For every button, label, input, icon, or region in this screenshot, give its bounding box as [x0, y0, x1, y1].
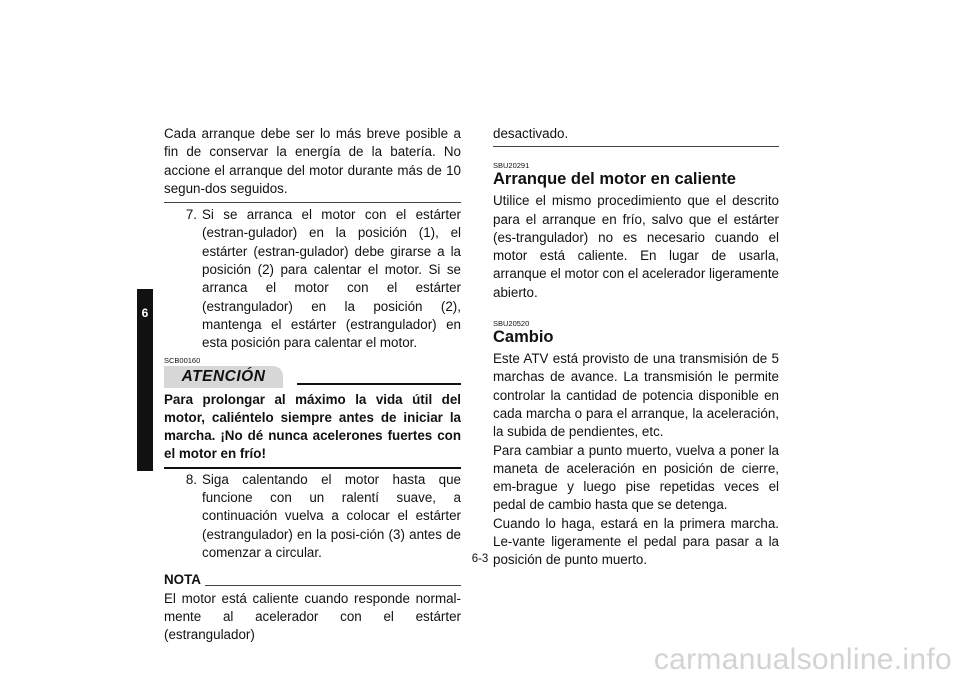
nota-header: [164, 571, 461, 589]
section-code: SBU20291: [493, 161, 530, 171]
section-code: SBU20520: [493, 319, 530, 329]
chapter-number: 6: [141, 306, 149, 320]
attention-label: ATENCIÓN: [164, 366, 283, 388]
nota-label: NOTA: [164, 572, 201, 588]
nota-text: El motor está caliente cuando responde normal-mente al acelerador con el estárter (estrangulador): [164, 590, 461, 643]
watermark: carmanualsonline.info: [653, 643, 952, 676]
chapter-tab: [137, 289, 153, 471]
page-number: 6-3: [471, 553, 489, 565]
section-text: Utilice el mismo procedimiento que el descrito para el arranque en frío, salvo que el estárter (es-trangulador) no es necesario cuando el motor está caliente. En lugar de usarla, arranque el motor con el acelerador ligeramente abierto.: [493, 193, 779, 300]
right-column: [493, 125, 779, 570]
attention-text: Para prolongar al máximo la vida útil del motor, caliéntelo siempre antes de iniciar la marcha. ¡No dé nunca acelerones fuertes con el motor en frío!: [164, 391, 461, 462]
section-paragraph: Para cambiar a punto muerto, vuelva a poner la maneta de aceleración en posición de cierre, em-brague y luego pise repetidas veces el pedal de cambio hasta que se detenga.: [493, 442, 779, 513]
step-7: [164, 206, 461, 352]
step-number: 8.: [185, 471, 197, 487]
step-8: [164, 471, 461, 562]
section-title-cambio: Cambio: [493, 328, 554, 347]
attention-header: [164, 366, 461, 388]
attention-code: SCB00160: [164, 355, 201, 365]
section-paragraph: Cuando lo haga, estará en la primera marcha. Le-vante ligeramente el pedal para pasar a la posición de punto muerto.: [493, 515, 779, 568]
step-number: 7.: [185, 207, 197, 223]
attention-rule: [297, 383, 461, 385]
divider: [493, 146, 779, 147]
step-text: Si se arranca el motor con el estárter (estran-gulador) en la posición (1), el estárter (estran-gulador) debe girarse a la posición (2) para calentar el motor. Si se arranca el motor con el estárter (estrangulador) en la posición (2), mantenga el estárter (estrangulador) en esta posición para calentar el motor.: [202, 207, 461, 351]
section-paragraph: Este ATV está provisto de una transmisión de 5 marchas de avance. La transmisión le permite controlar la cantidad de potencia disponible en cada marcha o para el arranque, la aceleración, la subida de pendientes, etc.: [493, 351, 779, 440]
divider: [164, 467, 461, 469]
left-column: [164, 125, 461, 644]
step-text: Siga calentando el motor hasta que funcione con un ralentí suave, a continuación vuelva a colocar el estárter (estrangulador) en la posi-ción (3) antes de comenzar a circular.: [202, 471, 461, 560]
continuation-text: desactivado.: [493, 126, 569, 141]
intro-paragraph: Cada arranque debe ser lo más breve posible a fin de conservar la energía de la batería. No accione el arranque del motor durante más de 10 segun-dos seguidos.: [164, 126, 461, 196]
section-title-warm-start: Arranque del motor en caliente: [493, 170, 736, 189]
nota-rule: [205, 585, 461, 586]
divider: [164, 202, 461, 203]
